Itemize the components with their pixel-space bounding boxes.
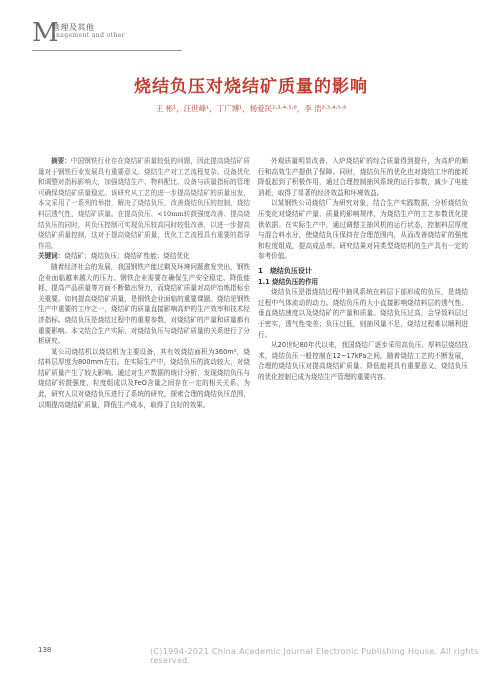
abstract <box>38 156 250 251</box>
abstract-text: 中国钢铁行业存在烧结矿质量较低的问题，因此提高烧结矿质量对于钢铁行业发展具有重要意义。烧结生产对工艺流程复杂、设备优化和调整对指标影响大，加强烧结生产、物料配比、设备与质量指标的管理可确保烧结矿质量稳定。该研究从工艺的进一步提高烧结矿的质量出发，本文采用了一系列的举措，解决了烧结负压，改善烧结负压的控制，烧结料层透气性，烧结矿质量。在提高负压、<10mm转鼓强度改善、提高烧结负压的同时，其负压控制可实现负压较高同时较低改善，以进一步提高烧结矿质量控制，这对于提高烧结矿质量，优化工艺流程具有重要的指导作用。 <box>38 157 251 250</box>
page-number: 138 <box>38 646 52 654</box>
section-logo-letter: M <box>32 18 59 48</box>
body-paragraph: 某公司烧结机以烧结机为主要设备，其有效烧结面积为360m²，烧结料层厚度为800mm左右。在实际生产中，烧结负压的波动较大，对烧结矿质量产生了较大影响。通过对生产数据的统计分析，发现烧结负压与烧结矿转鼓强度、粒度组成以及FeO含量之间存在一定的相关关系。为此，研究人员对烧结负压进行了系统的研究，探索合理的烧结负压范围，以期提高烧结矿质量，降低生产成本，取得了良好的效果。 <box>38 347 250 409</box>
body-paragraph: 以某钢铁公司烧结厂为研究对象，结合生产实践数据，分析烧结负压变化对烧结矿产量、质量的影响规律，为烧结生产的工艺参数优化提供依据。在实际生产中，通过调整主抽风机的运行状态，控制料层厚度与混合料水分，使烧结负压保持在合理范围内，从而改善烧结矿的强度和粒度组成，提高成品率。研究结果对同类型烧结机的生产具有一定的参考价值。 <box>258 199 468 261</box>
section-name-en: anagement and other <box>52 32 125 39</box>
body-paragraph: 外观质量明显改善，入炉烧结矿的综合质量得到提升，为高炉的顺行和高效生产提供了保障。同时，烧结负压的优化也对烧结工序的能耗降低起到了积极作用，通过合理控制抽风系统的运行参数，减少了电能消耗，取得了显著的经济效益和环境效益。 <box>258 157 468 197</box>
section-heading: 1 烧结负压设计 <box>258 266 312 275</box>
left-column <box>38 156 250 410</box>
keywords <box>38 251 250 262</box>
header-divider <box>32 50 182 51</box>
journal-section-header <box>32 20 172 50</box>
keywords-label: 关键词： <box>38 252 65 261</box>
abstract-label: 摘要： <box>51 157 71 165</box>
body-paragraph: 随着经济社会的发展，我国钢铁产能过剩及环境问题愈发突出，钢铁企业面临越来越大的压力。钢铁企业需要在确保生产安全稳定、降低能耗、提高产品质量等方面不断做出努力，而烧结矿质量对高炉冶炼指标至关重要。如何提高烧结矿质量，是钢铁企业面临的重要课题。烧结是钢铁生产中重要的工序之一，烧结矿的质量直接影响高炉的生产效率和技术经济指标。烧结负压是烧结过程中的重要参数，对烧结矿的产量和质量都有重要影响。本文结合生产实际，对烧结负压与烧结矿质量的关系进行了分析研究。 <box>38 262 250 346</box>
article-title: 烧结负压对烧结矿质量的影响 <box>134 77 368 97</box>
right-column <box>258 156 468 382</box>
subsection-heading: 1.1 烧结负压的作用 <box>258 277 319 286</box>
article-authors: 王 彬¹，汪世峰¹，丁广博¹，杨爱民²·³·⁴·⁵·⁶，李 浩²·³·⁴·⁵·⁶ <box>155 104 347 113</box>
body-paragraph: 烧结负压是指烧结过程中抽风系统在料层下部形成的负压，是烧结过程中气体流动的动力。烧结负压的大小直接影响烧结料层的透气性、垂直烧结速度以及烧结矿的产量和质量。烧结负压过高，会导致料层过于密实，透气性变差；负压过低，则抽风量不足，烧结过程难以顺利进行。 <box>258 288 468 339</box>
copyright-watermark: (C)1994-2021 China Academic Journal Electronic Publishing House. All rights reserved. <box>150 647 479 665</box>
keywords-text: 烧结矿；烧结负压；烧结矿性能；烧结优化 <box>64 252 190 261</box>
body-paragraph: 从20世纪80年代以来，我国烧结厂逐步采用高负压、厚料层烧结技术，烧结负压一般控制在12~17kPa之间。随着烧结工艺的不断发展，合理的烧结负压对提高烧结矿质量、降低能耗具有重要意义，烧结负压的优化控制已成为烧结生产管理的重要内容。 <box>258 341 468 381</box>
section-name-cn: 管理及其他 <box>52 23 95 32</box>
